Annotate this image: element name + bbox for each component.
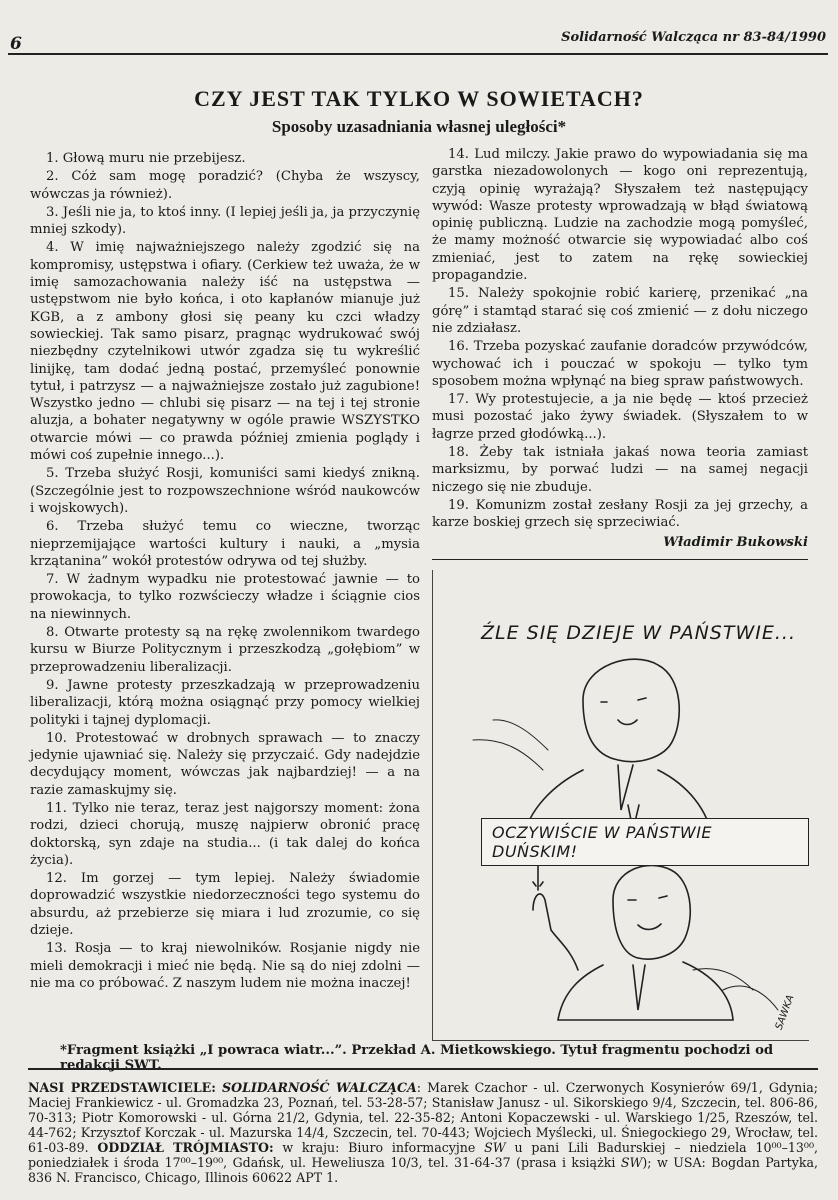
paragraph: 6. Trzeba służyć temu co wieczne, tworząc nieprzemijające wartości kultury i nauki, a „mysia krzątanina” wokół protestów odrywa od tej służby. [30,519,420,569]
paragraph: 1. Głową muru nie przebijesz. [46,151,246,166]
contacts-block [28,1068,818,1185]
branch-sw: SW [484,1140,506,1155]
header-divider [8,53,828,55]
page-number: 6 [10,34,22,54]
publication-header: Solidarność Walcząca nr 83-84/1990 [561,30,826,45]
branch-text-3: ); w USA: Bogdan Partyka, 836 N. Francisco, Chicago, Illinois 60622 APT 1. [28,1155,818,1185]
paragraph: 3. Jeśli nie ja, to ktoś inny. (I lepiej jeśli ja, ja przyczynię mniej szkody). [30,204,420,238]
right-column [432,146,808,560]
lower-figure-body [558,962,733,1020]
paragraph: 14. Lud milczy. Jakie prawo do wypowiadania się ma garstka niezadowolonych — kogo oni reprezentują, czyją opinię wyrażają? Słyszałem też następujący wywód: Wasze protesty wprowadzają w błąd światową opinię publiczną. Ludzie na zachodzie mogą pomyśleć, że mamy możność otwarcie się wypowiadać albo coś zmieniać, jest to zatem na rękę sowieckiej propagandzie. [432,147,808,284]
contacts-list: : Marek Czachor - ul. Czerwonych Kosynierów 69/1, Gdynia; Maciej Frankiewicz - ul. Gromadzka 23, Poznań, tel. 53-28-57; Stanisław Janusz - ul. Sikorskiego 9/4, Szczecin, tel. 806-86, 70-313; Piotr Komorowski - ul. Górna 21/2, Gdynia, tel. 22-35-82; Antoni Kopaczewski - ul. Warskiego 1/25, Rzeszów, tel. 44-762; Krzysztof Korczak - ul. Mazurska 14/4, Szczecin, tel. 70-443; Wojciech Myślecki, ul. Śniegockiego 29, Wrocław, tel. 61-03-89. [28,1080,819,1155]
article-title: CZY JEST TAK TYLKO W SOWIETACH? [194,86,644,111]
paragraph: 13. Rosja — to kraj niewolników. Rosjanie nigdy nie mieli demokracji i mieć nie będą. Nie są do niej zdolni — nie ma co próbować. Z naszym ludem nie można inaczej! [30,941,420,991]
cartoon-signature: SAWKA [773,993,797,1032]
paragraph: 19. Komunizm został zesłany Rosji za jej grzechy, a karze boskiej grzech się sprzeciwiać. [432,497,808,531]
upper-figure-mouth [618,720,637,725]
paragraph: 12. Im gorzej — tym lepiej. Należy świadomie doprowadzić wszystkie niedorzeczności tego systemu do absurdu, aż przebierze się miara i lud zrozumie, co się dzieje. [30,871,420,939]
branch-text-2: u pani Lili Badurskiej – niedziela 10⁰⁰–13⁰⁰, poniedziałek i środa 17⁰⁰–19⁰⁰, Gdańsk, ul. Heweliusza 10/3, tel. 31-64-37 (prasa i książki [28,1140,818,1170]
contacts-org: SOLIDARNOŚĆ WALCZĄCA [222,1080,417,1095]
paragraph: 2. Cóż sam mogę poradzić? (Chyba że wszyscy, wówczas ja również). [30,169,420,202]
footnote: *Fragment książki „I powraca wiatr...”. Przekład A. Mietkowskiego. Tytuł fragmentu pochodzi od redakcji SWT. [60,1043,774,1073]
paragraph: 7. W żadnym wypadku nie protestować jawnie — to prowokacja, to tylko rozwścieczy władze i ściągnie cios na niewinnych. [30,572,420,622]
upper-figure-eyes [601,698,646,702]
paragraph: 16. Trzeba pozyskać zaufanie doradców przywódców, wychować ich i pouczać w spokoju — tylko tym sposobem można wpłynąć na bieg spraw państwowych. [432,339,808,389]
cartoon-caption-top: ŹLE SIĘ DZIEJE W PAŃSTWIE... [481,622,796,644]
lower-figure-eyes [628,896,667,900]
branch-sw-2: SW [620,1155,643,1170]
column-divider [432,559,808,560]
upper-figure-head [583,659,679,761]
paragraph: 4. W imię najważniejszego należy zgodzić się na kompromisy, ustępstwa i ofiary. (Cerkiew też uważa, że w imię samozachowania należy iść na ustępstwa — ustępstwom nie było końca, i oto kapłanów mianuje już KGB, a z ambony głosi się peany ku czci władzy sowieckiej. Tak samo pisarz, pragnąc wydrukować swój niezbędny czytelnikowi utwór zgadza się tu wykreślić linijkę, tam dodać jedną postać, przemyśleć ponownie tytuł, i patrzysz — a najważniejsze zostało już zagubione! Wszystko jedno — chlubi się pisarz — na tej i tej stronie aluzja, a bohater negatywny w ogóle prawie WSZYSTKO otwarcie mówi — co prawda później zmienia poglądy i mówi coś zupełnie innego...). [30,240,420,464]
cartoon-caption-bottom: OCZYWIŚCIE W PAŃSTWIE DUŃSKIM! [481,818,809,866]
article-subtitle: Sposoby uzasadniania własnej uległości* [271,117,567,136]
paragraph: 5. Trzeba służyć Rosji, komuniści sami kiedyś znikną. (Szczególnie jest to rozpowszechnione wśród naukowców i wojskowych). [30,466,420,516]
contacts-label: NASI PRZEDSTAWICIELE: [28,1080,216,1095]
branch-label: ODDZIAŁ TRÓJMIASTO: [97,1140,274,1155]
paragraph: 15. Należy spokojnie robić karierę, przenikać „na górę” i stamtąd starać się coś zmienić — z dołu niczego nie zdziałasz. [432,286,808,336]
paragraph: 11. Tylko nie teraz, teraz jest najgorszy moment: żona rodzi, dzieci chorują, muszę najpierw obronić pracę doktorską, syn zdaje na studia... (i tak dalej do końca życia). [30,800,420,868]
upper-figure-hatching [473,720,548,770]
author-name: Władimir Bukowski [663,534,808,550]
cartoon [432,570,809,1041]
left-column [30,150,420,993]
paragraph: 18. Żeby tak istniała jakaś nowa teoria zamiast marksizmu, by porwać ludzi — na samej negacji niczego się nie zbuduje. [432,445,808,495]
paragraph: 10. Protestować w drobnych sprawach — to znaczy jedynie ujawniać się. Należy się przyczaić. Gdy nadejdzie decydujący moment, wówczas jak najbardziej! — a na razie zamaskujmy się. [30,730,420,798]
lower-figure-head [613,865,690,959]
lower-figure-mouth [638,924,661,929]
paragraph: 17. Wy protestujecie, a ja nie będę — ktoś przecież musi pozostać jako żywy świadek. (Słyszałem to w łagrze przed głodówką...). [432,392,808,442]
lower-figure-raised-finger [533,894,578,970]
lower-figure-tie [633,965,645,1010]
upper-figure-tie [618,765,633,810]
paragraph: 8. Otwarte protesty są na rękę zwolennikom twardego kursu w Biurze Politycznym i przeszkodzą „gołębiom” w przeprowadzeniu liberalizacji. [30,625,420,675]
paragraph: 9. Jawne protesty przeszkadzają w przeprowadzeniu liberalizacji, którą można osiągnąć przy pomocy wielkiej polityki i tajnej dyplomacji. [30,677,420,728]
branch-text: w kraju: Biuro informacyjne [273,1140,485,1155]
